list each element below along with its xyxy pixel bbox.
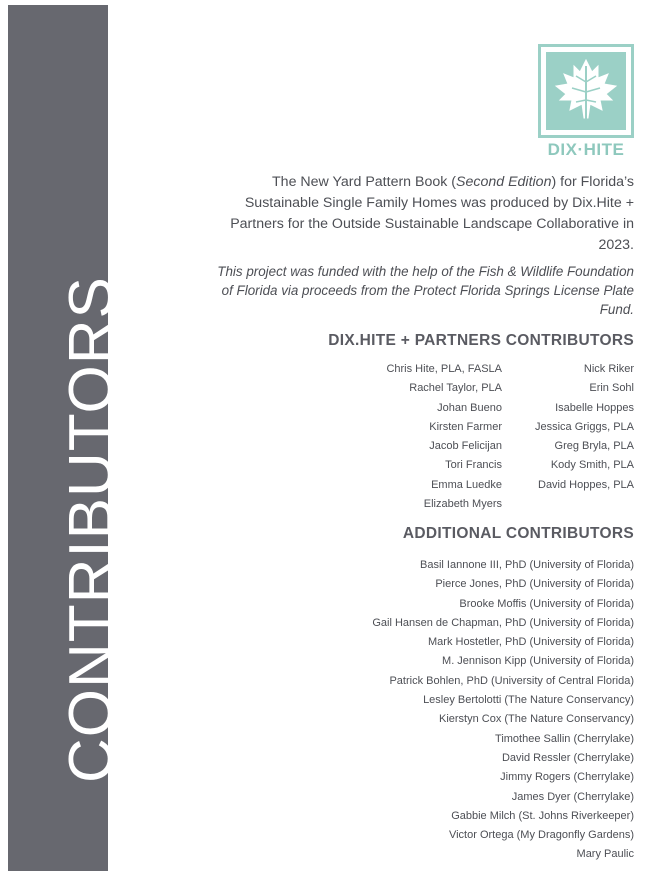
contributor-name: Mark Hostetler, PhD (University of Florida): [428, 636, 634, 649]
contributor-name: Mary Paulic: [576, 848, 634, 861]
contributor-name: Kirsten Farmer: [429, 420, 502, 433]
contributor-name: M. Jennison Kipp (University of Florida): [442, 655, 634, 668]
contributor-name: Emma Luedke: [431, 478, 502, 491]
dix-hite-logo: [538, 44, 634, 160]
contributor-name: David Hoppes, PLA: [538, 478, 634, 491]
logo-frame: [538, 44, 634, 138]
intro-paragraph: [214, 172, 634, 256]
contributor-name: David Ressler (Cherrylake): [501, 751, 634, 764]
contributor-name: Lesley Bertolotti (The Nature Conservancy): [423, 694, 634, 707]
contributor-name: Brooke Moffis (University of Florida): [459, 597, 634, 610]
contributor-name: Patrick Bohlen, PhD (University of Central Florida): [389, 674, 634, 687]
contributor-name: Kierstyn Cox (The Nature Conservancy): [438, 713, 634, 726]
contributor-name: Erin Sohl: [589, 382, 634, 395]
contributor-name: Victor Ortega (My Dragonfly Gardens): [448, 829, 634, 842]
sidebar-title: CONTRIBUTORS: [57, 276, 126, 783]
logo-leaf-icon: [546, 52, 626, 130]
intro-text-1: The New Yard Pattern Book (: [272, 174, 457, 190]
contributor-name: Isabelle Hoppes: [555, 401, 634, 414]
additional-heading: ADDITIONAL CONTRIBUTORS: [402, 525, 634, 542]
contributor-name: Greg Bryla, PLA: [554, 440, 634, 453]
contributor-name: Chris Hite, PLA, FASLA: [386, 363, 502, 375]
contributor-name: James Dyer (Cherrylake): [511, 790, 634, 803]
contributor-name: Kody Smith, PLA: [550, 459, 634, 472]
partners-heading: DIX.HITE + PARTNERS CONTRIBUTORS: [328, 332, 634, 349]
intro-text-2: ) for Florida’s Sustainable Single Family Homes was produced by Dix.Hite + Partners for the Outside Sustainable Landscape Collaborative in 2023.: [230, 174, 634, 253]
contributor-name: Pierce Jones, PhD (University of Florida): [435, 578, 634, 591]
contributor-name: Jacob Felicijan: [429, 440, 502, 453]
contributor-name: Basil Iannone III, PhD (University of Florida): [420, 559, 634, 571]
contributor-name: Nick Riker: [583, 363, 634, 375]
funding-note: This project was funded with the help of the Fish & Wildlife Foundation of Florida via proceeds from the Protect Florida Springs License Plate Fund.: [217, 264, 634, 317]
logo-wordmark: DIX·HITE: [547, 140, 625, 159]
contributor-name: Gail Hansen de Chapman, PhD (University of Florida): [372, 616, 634, 629]
contributor-name: Gabbie Milch (St. Johns Riverkeeper): [451, 809, 634, 822]
partners-list-right: [535, 360, 634, 495]
contributor-name: Timothee Sallin (Cherrylake): [495, 732, 634, 745]
sidebar-band: [8, 5, 126, 871]
contributor-name: Elizabeth Myers: [423, 498, 502, 511]
contributor-name: Jimmy Rogers (Cherrylake): [500, 771, 634, 784]
contributor-name: Johan Bueno: [437, 401, 502, 414]
contributor-name: Jessica Griggs, PLA: [534, 420, 634, 433]
contributor-name: Tori Francis: [445, 459, 502, 472]
additional-contributors-list: [372, 556, 634, 865]
contributor-name: Rachel Taylor, PLA: [409, 382, 502, 395]
partners-list-left: [386, 360, 502, 514]
intro-edition: Second Edition: [456, 174, 552, 190]
